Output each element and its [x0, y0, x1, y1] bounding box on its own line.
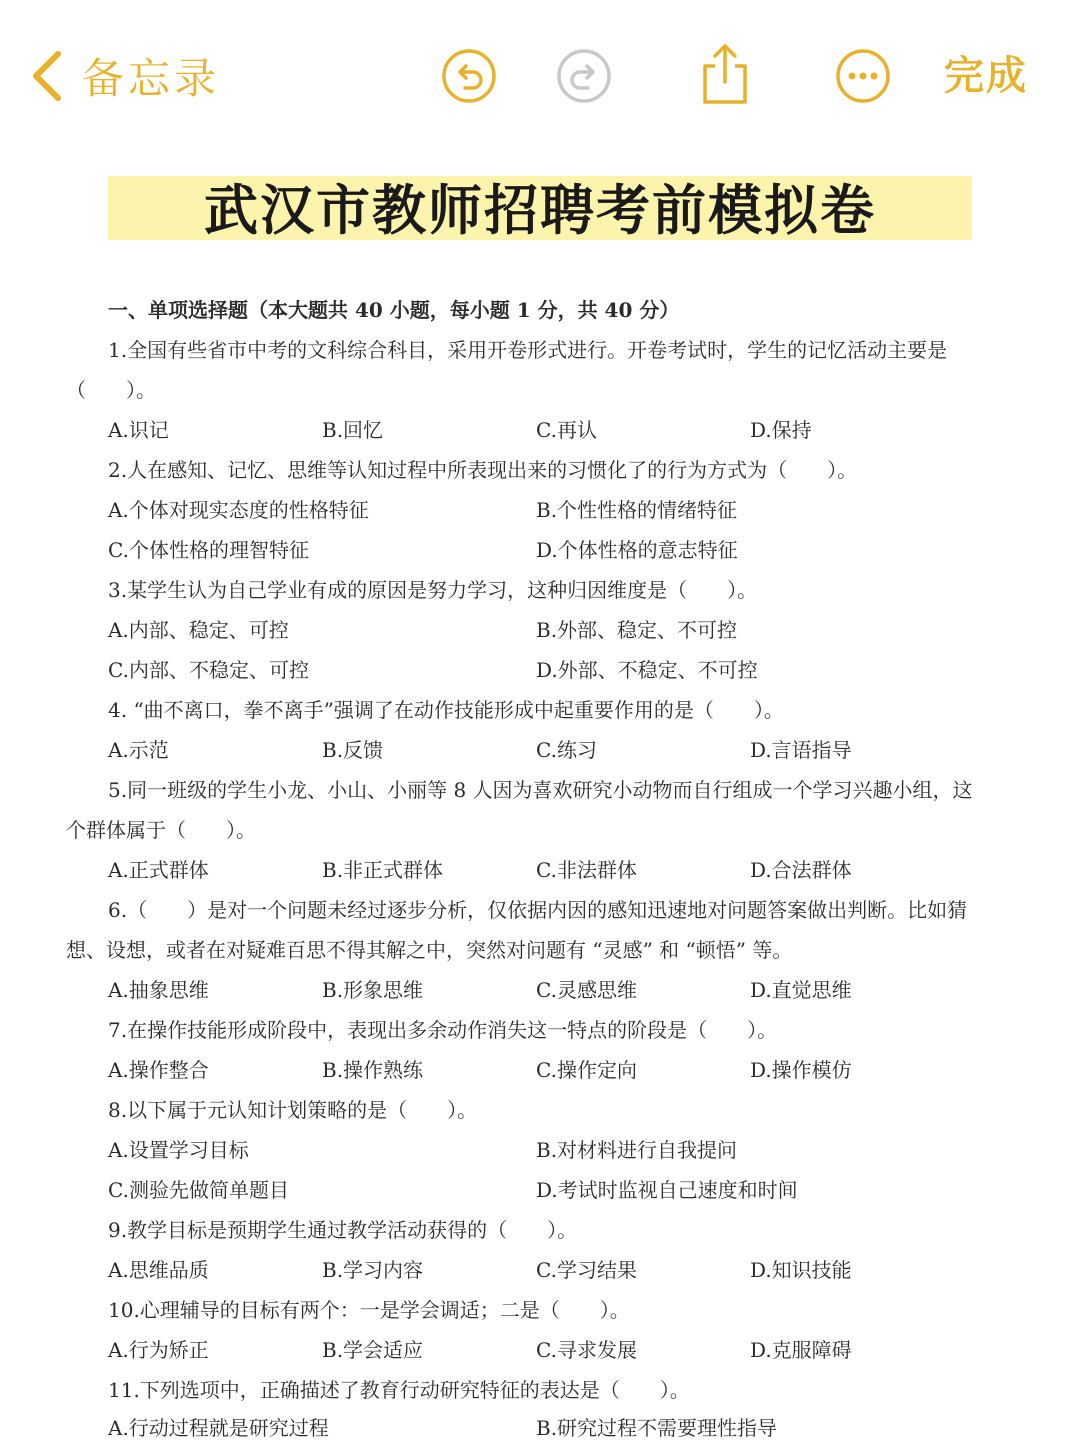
share-button[interactable] — [697, 42, 753, 106]
question-5-option-a: A.正式群体 — [108, 858, 209, 882]
question-5-option-b: B.非正式群体 — [322, 858, 444, 882]
question-3-line-1: 3.某学生认为自己学业有成的原因是努力学习，这种归因维度是（ ）。 — [108, 578, 758, 602]
question-11-option-a: A.行动过程就是研究过程 — [108, 1416, 329, 1440]
question-9-line-1: 9.教学目标是预期学生通过教学活动获得的（ ）。 — [108, 1218, 578, 1242]
question-5-option-c: C.非法群体 — [536, 858, 637, 882]
share-icon — [697, 42, 753, 106]
question-2-option-b: B.个性性格的情绪特征 — [536, 498, 738, 522]
question-6-option-b: B.形象思维 — [322, 978, 424, 1002]
question-4-option-d: D.言语指导 — [750, 738, 852, 762]
undo-button[interactable] — [441, 48, 497, 104]
question-6-line-2: 想、设想，或者在对疑难百思不得其解之中，突然对问题有 “灵感” 和 “顿悟” 等。 — [66, 938, 793, 962]
question-9-option-a: A.思维品质 — [108, 1258, 209, 1282]
question-7-option-c: C.操作定向 — [536, 1058, 637, 1082]
question-10-option-d: D.克服障碍 — [750, 1338, 852, 1362]
question-7-option-b: B.操作熟练 — [322, 1058, 424, 1082]
question-8-option-a: A.设置学习目标 — [108, 1138, 249, 1162]
redo-icon — [556, 48, 612, 104]
question-1-line-1: 1.全国有些省市中考的文科综合科目，采用开卷形式进行。开卷考试时，学生的记忆活动主要是 — [108, 338, 948, 362]
question-8-line-1: 8.以下属于元认知计划策略的是（ ）。 — [108, 1098, 478, 1122]
question-8-option-c: C.测验先做简单题目 — [108, 1178, 289, 1202]
question-10-option-c: C.寻求发展 — [536, 1338, 637, 1362]
question-10-line-1: 10.心理辅导的目标有两个：一是学会调适；二是（ ）。 — [108, 1298, 630, 1322]
question-2-option-a: A.个体对现实态度的性格特征 — [108, 498, 369, 522]
more-icon — [835, 48, 891, 104]
undo-icon — [441, 48, 497, 104]
redo-button[interactable] — [556, 48, 612, 104]
question-2-option-d: D.个体性格的意志特征 — [536, 538, 738, 562]
question-1-line-2: （ ）。 — [66, 378, 156, 402]
more-button[interactable] — [835, 48, 891, 104]
back-label: 备忘录 — [82, 54, 221, 103]
question-2-option-c: C.个体性格的理智特征 — [108, 538, 309, 562]
question-8-option-b: B.对材料进行自我提问 — [536, 1138, 738, 1162]
question-9-option-b: B.学习内容 — [322, 1258, 424, 1282]
notes-toolbar — [0, 0, 1080, 150]
question-1-option-d: D.保持 — [750, 418, 812, 442]
question-4-option-a: A.示范 — [108, 738, 169, 762]
question-7-line-1: 7.在操作技能形成阶段中，表现出多余动作消失这一特点的阶段是（ ）。 — [108, 1018, 778, 1042]
question-4-line-1: 4. “曲不离口，拳不离手”强调了在动作技能形成中起重要作用的是（ ）。 — [108, 698, 784, 722]
question-4-option-c: C.练习 — [536, 738, 597, 762]
chevron-left-icon — [30, 50, 64, 102]
question-11-option-b: B.研究过程不需要理性指导 — [536, 1416, 778, 1440]
page-title: 武汉市教师招聘考前模拟卷 — [204, 178, 876, 242]
done-button[interactable]: 完成 — [944, 53, 1028, 99]
section-heading: 一、单项选择题（本大题共 40 小题，每小题 1 分，共 40 分） — [108, 298, 680, 322]
question-3-option-c: C.内部、不稳定、可控 — [108, 658, 309, 682]
question-9-option-c: C.学习结果 — [536, 1258, 637, 1282]
question-3-option-a: A.内部、稳定、可控 — [108, 618, 289, 642]
question-1-option-b: B.回忆 — [322, 418, 384, 442]
question-7-option-a: A.操作整合 — [108, 1058, 209, 1082]
back-button[interactable] — [30, 44, 220, 108]
question-6-option-d: D.直觉思维 — [750, 978, 852, 1002]
question-5-option-d: D.合法群体 — [750, 858, 852, 882]
question-10-option-a: A.行为矫正 — [108, 1338, 209, 1362]
question-1-option-c: C.再认 — [536, 418, 597, 442]
question-2-line-1: 2.人在感知、记忆、思维等认知过程中所表现出来的习惯化了的行为方式为（ ）。 — [108, 458, 858, 482]
question-5-line-2: 个群体属于（ ）。 — [66, 818, 256, 842]
question-4-option-b: B.反馈 — [322, 738, 384, 762]
question-9-option-d: D.知识技能 — [750, 1258, 852, 1282]
question-6-option-c: C.灵感思维 — [536, 978, 637, 1002]
question-6-line-1: 6.（ ）是对一个问题未经过逐步分析，仅依据内因的感知迅速地对问题答案做出判断。比如猜 — [108, 898, 968, 922]
question-6-option-a: A.抽象思维 — [108, 978, 209, 1002]
question-11-line-1: 11.下列选项中，正确描述了教育行动研究特征的表达是（ ）。 — [108, 1378, 690, 1402]
question-7-option-d: D.操作模仿 — [750, 1058, 852, 1082]
question-10-option-b: B.学会适应 — [322, 1338, 424, 1362]
question-3-option-d: D.外部、不稳定、不可控 — [536, 658, 758, 682]
question-8-option-d: D.考试时监视自己速度和时间 — [536, 1178, 798, 1202]
question-3-option-b: B.外部、稳定、不可控 — [536, 618, 738, 642]
question-5-line-1: 5.同一班级的学生小龙、小山、小丽等 8 人因为喜欢研究小动物而自行组成一个学习兴趣小组，这 — [108, 778, 973, 802]
question-1-option-a: A.识记 — [108, 418, 169, 442]
